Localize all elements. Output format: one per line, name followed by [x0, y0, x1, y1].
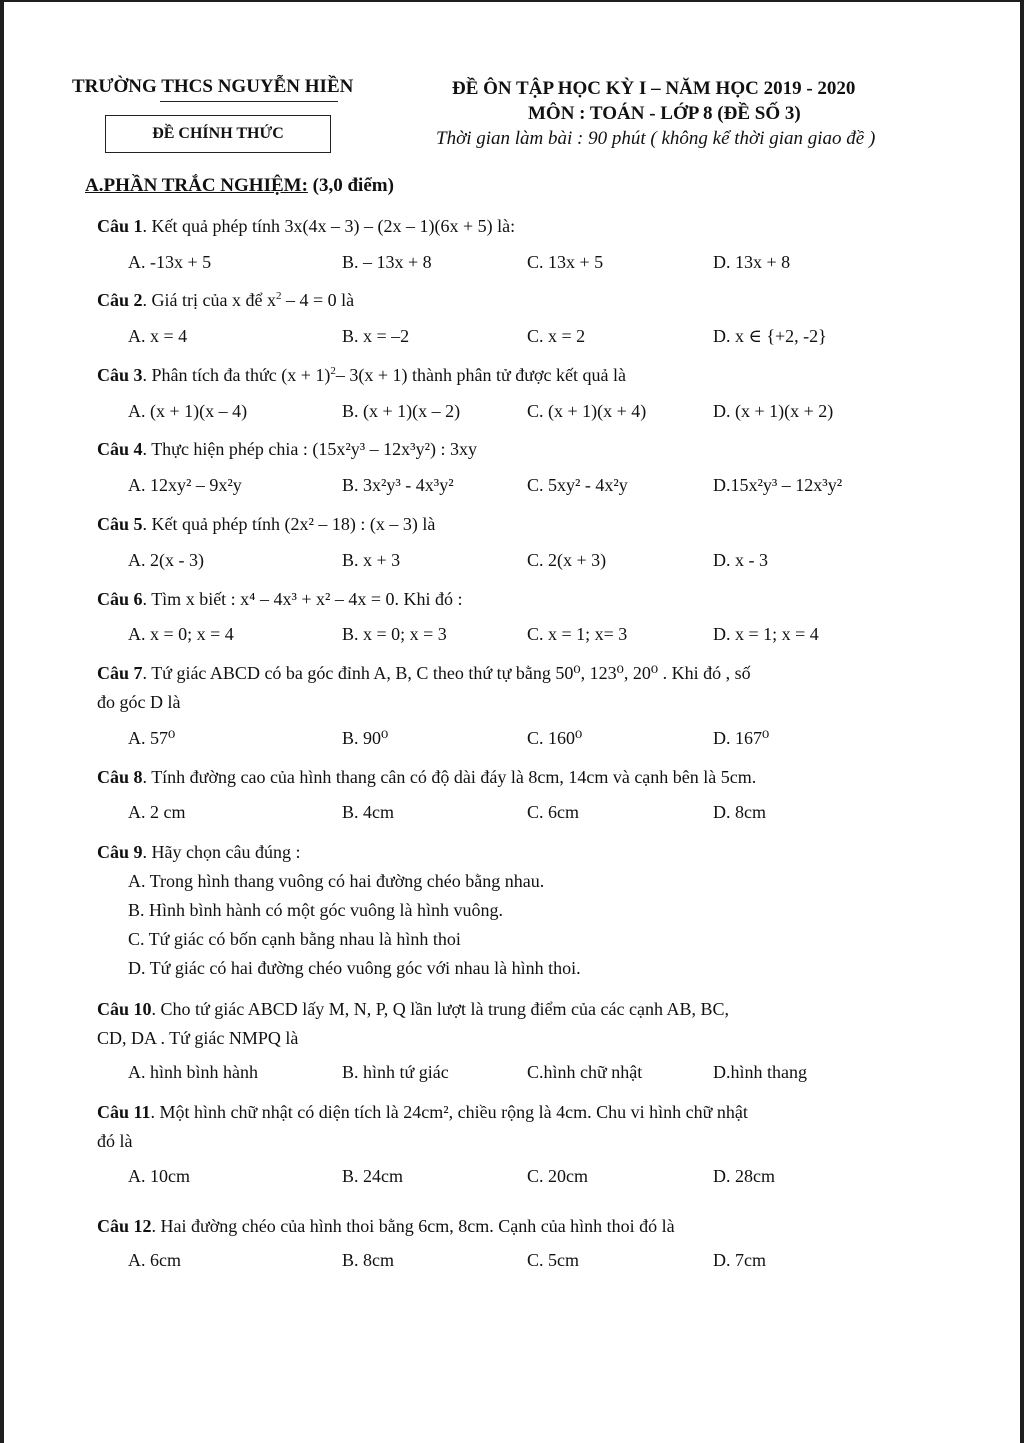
- option-a: A. 6cm: [128, 1250, 181, 1270]
- option-a: A. 10cm: [128, 1166, 190, 1186]
- question-7: [97, 663, 751, 684]
- question-10-line-2: CD, DA . Tứ giác NMPQ là: [97, 1028, 299, 1048]
- question-text: . Giá trị của x để x: [142, 290, 276, 310]
- option-c: C. 2(x + 3): [527, 550, 607, 570]
- option-a: A. 57⁰: [128, 728, 176, 748]
- option-b: B. x = –2: [342, 326, 410, 346]
- question-text: . Một hình chữ nhật có diện tích là 24cm², chiều rộng là 4cm. Chu vi hình chữ nhật: [150, 1102, 748, 1122]
- option-d: D. 167⁰: [713, 728, 770, 748]
- question-text: . Phân tích đa thức (x + 1): [142, 365, 331, 385]
- question-11: [97, 1102, 748, 1123]
- question-number: Câu 1: [97, 216, 143, 236]
- option-c: C.hình chữ nhật: [527, 1062, 643, 1082]
- option-d: D. x = 1; x = 4: [713, 624, 819, 644]
- question-11-line-2: đó là: [97, 1131, 133, 1151]
- question-text: . Hãy chọn câu đúng :: [142, 842, 301, 862]
- question-7-line-2: đo góc D là: [97, 692, 181, 712]
- exponent: 2: [275, 290, 282, 302]
- option-a: A. 2 cm: [128, 802, 186, 822]
- option-d: D. (x + 1)(x + 2): [713, 401, 834, 421]
- option-d: D. 8cm: [713, 802, 766, 822]
- exam-time: Thời gian làm bài : 90 phút ( không kể thời gian giao đề ): [436, 128, 876, 149]
- exponent: 2: [330, 365, 336, 377]
- exam-title: ĐỀ ÔN TẬP HỌC KỲ I – NĂM HỌC 2019 - 2020: [452, 78, 856, 99]
- school-underline: [160, 101, 338, 102]
- official-label-box: ĐỀ CHÍNH THỨC: [105, 115, 331, 153]
- option-c: C. 20cm: [527, 1166, 588, 1186]
- question-text-end: – 4 = 0 là: [281, 290, 355, 310]
- question-5: [97, 514, 435, 535]
- exam-subject: MÔN : TOÁN - LỚP 8 (ĐỀ SỐ 3): [528, 103, 801, 124]
- question-8: [97, 767, 756, 788]
- option-d: D.hình thang: [713, 1062, 807, 1082]
- option-a: A. 2(x - 3): [128, 550, 204, 570]
- option-b: B. hình tứ giác: [342, 1062, 449, 1082]
- question-9: [97, 842, 300, 863]
- option-d: D. 13x + 8: [713, 252, 791, 272]
- option-b: B. 4cm: [342, 802, 394, 822]
- question-number: Câu 6: [97, 589, 143, 609]
- option-b: B. 8cm: [342, 1250, 394, 1270]
- question-number: Câu 4: [97, 439, 143, 459]
- option-c: C. 5cm: [527, 1250, 579, 1270]
- option-c: C. (x + 1)(x + 4): [527, 401, 647, 421]
- option-a: A. hình bình hành: [128, 1062, 258, 1082]
- option-d: D. Tứ giác có hai đường chéo vuông góc với nhau là hình thoi.: [128, 958, 581, 978]
- option-b: B. 3x²y³ - 4x³y²: [342, 475, 454, 495]
- question-3: [97, 365, 626, 386]
- option-d: D. x ∈ {+2, -2}: [713, 326, 827, 346]
- section-title: [85, 175, 394, 197]
- option-d: D.15x²y³ – 12x³y²: [713, 475, 843, 495]
- question-number: Câu 2: [97, 290, 143, 310]
- question-text: . Kết quả phép tính 3x(4x – 3) – (2x – 1)(6x + 5) là:: [142, 216, 516, 236]
- option-c: C. 5xy² - 4x²y: [527, 475, 628, 495]
- option-c: C. 13x + 5: [527, 252, 604, 272]
- question-text: . Cho tứ giác ABCD lấy M, N, P, Q lần lượt là trung điểm của các cạnh AB, BC,: [151, 999, 729, 1019]
- option-a: A. 12xy² – 9x²y: [128, 475, 242, 495]
- question-number: Câu 10: [97, 999, 152, 1019]
- option-d: D. x - 3: [713, 550, 768, 570]
- question-1: [97, 216, 515, 237]
- question-text: . Tứ giác ABCD có ba góc đỉnh A, B, C theo thứ tự bằng 50⁰, 123⁰, 20⁰ . Khi đó , số: [142, 663, 751, 683]
- option-c: C. x = 2: [527, 326, 586, 346]
- option-a: A. x = 4: [128, 326, 188, 346]
- question-number: Câu 7: [97, 663, 143, 683]
- option-b: B. 24cm: [342, 1166, 403, 1186]
- question-text-end: – 3(x + 1) thành phân tử được kết quả là: [335, 365, 626, 385]
- question-number: Câu 8: [97, 767, 143, 787]
- option-b: B. – 13x + 8: [342, 252, 432, 272]
- question-10: [97, 999, 729, 1020]
- option-b: B. x + 3: [342, 550, 401, 570]
- question-number: Câu 12: [97, 1216, 152, 1236]
- option-b: B. 90⁰: [342, 728, 389, 748]
- section-points: (3,0 điểm): [307, 175, 394, 196]
- option-d: D. 7cm: [713, 1250, 766, 1270]
- question-number: Câu 5: [97, 514, 143, 534]
- option-c: C. 160⁰: [527, 728, 583, 748]
- question-6: [97, 589, 463, 610]
- option-a: A. x = 0; x = 4: [128, 624, 234, 644]
- school-name: TRƯỜNG THCS NGUYỄN HIỀN: [72, 76, 354, 97]
- option-b: B. Hình bình hành có một góc vuông là hình vuông.: [128, 900, 503, 920]
- option-b: B. (x + 1)(x – 2): [342, 401, 461, 421]
- question-2: [97, 290, 354, 311]
- option-c: C. 6cm: [527, 802, 579, 822]
- section-title-text: A.PHẦN TRẮC NGHIỆM:: [85, 175, 308, 196]
- option-c: C. x = 1; x= 3: [527, 624, 628, 644]
- question-number: Câu 11: [97, 1102, 151, 1122]
- question-text: . Thực hiện phép chia : (15x²y³ – 12x³y²) : 3xy: [142, 439, 477, 459]
- option-c: C. Tứ giác có bốn cạnh bằng nhau là hình thoi: [128, 929, 461, 949]
- question-text: . Tính đường cao của hình thang cân có độ dài đáy là 8cm, 14cm và cạnh bên là 5cm.: [142, 767, 757, 787]
- option-b: B. x = 0; x = 3: [342, 624, 447, 644]
- option-d: D. 28cm: [713, 1166, 775, 1186]
- question-text: . Kết quả phép tính (2x² – 18) : (x – 3) là: [142, 514, 436, 534]
- question-number: Câu 9: [97, 842, 143, 862]
- question-text: . Hai đường chéo của hình thoi bằng 6cm, 8cm. Cạnh của hình thoi đó là: [151, 1216, 675, 1236]
- question-12: [97, 1216, 675, 1237]
- question-text: . Tìm x biết : x⁴ – 4x³ + x² – 4x = 0. Khi đó :: [142, 589, 463, 609]
- option-a: A. -13x + 5: [128, 252, 212, 272]
- exam-page: [4, 2, 1020, 1443]
- option-a: A. (x + 1)(x – 4): [128, 401, 248, 421]
- option-a: A. Trong hình thang vuông có hai đường chéo bằng nhau.: [128, 871, 545, 891]
- question-number: Câu 3: [97, 365, 143, 385]
- question-4: [97, 439, 477, 460]
